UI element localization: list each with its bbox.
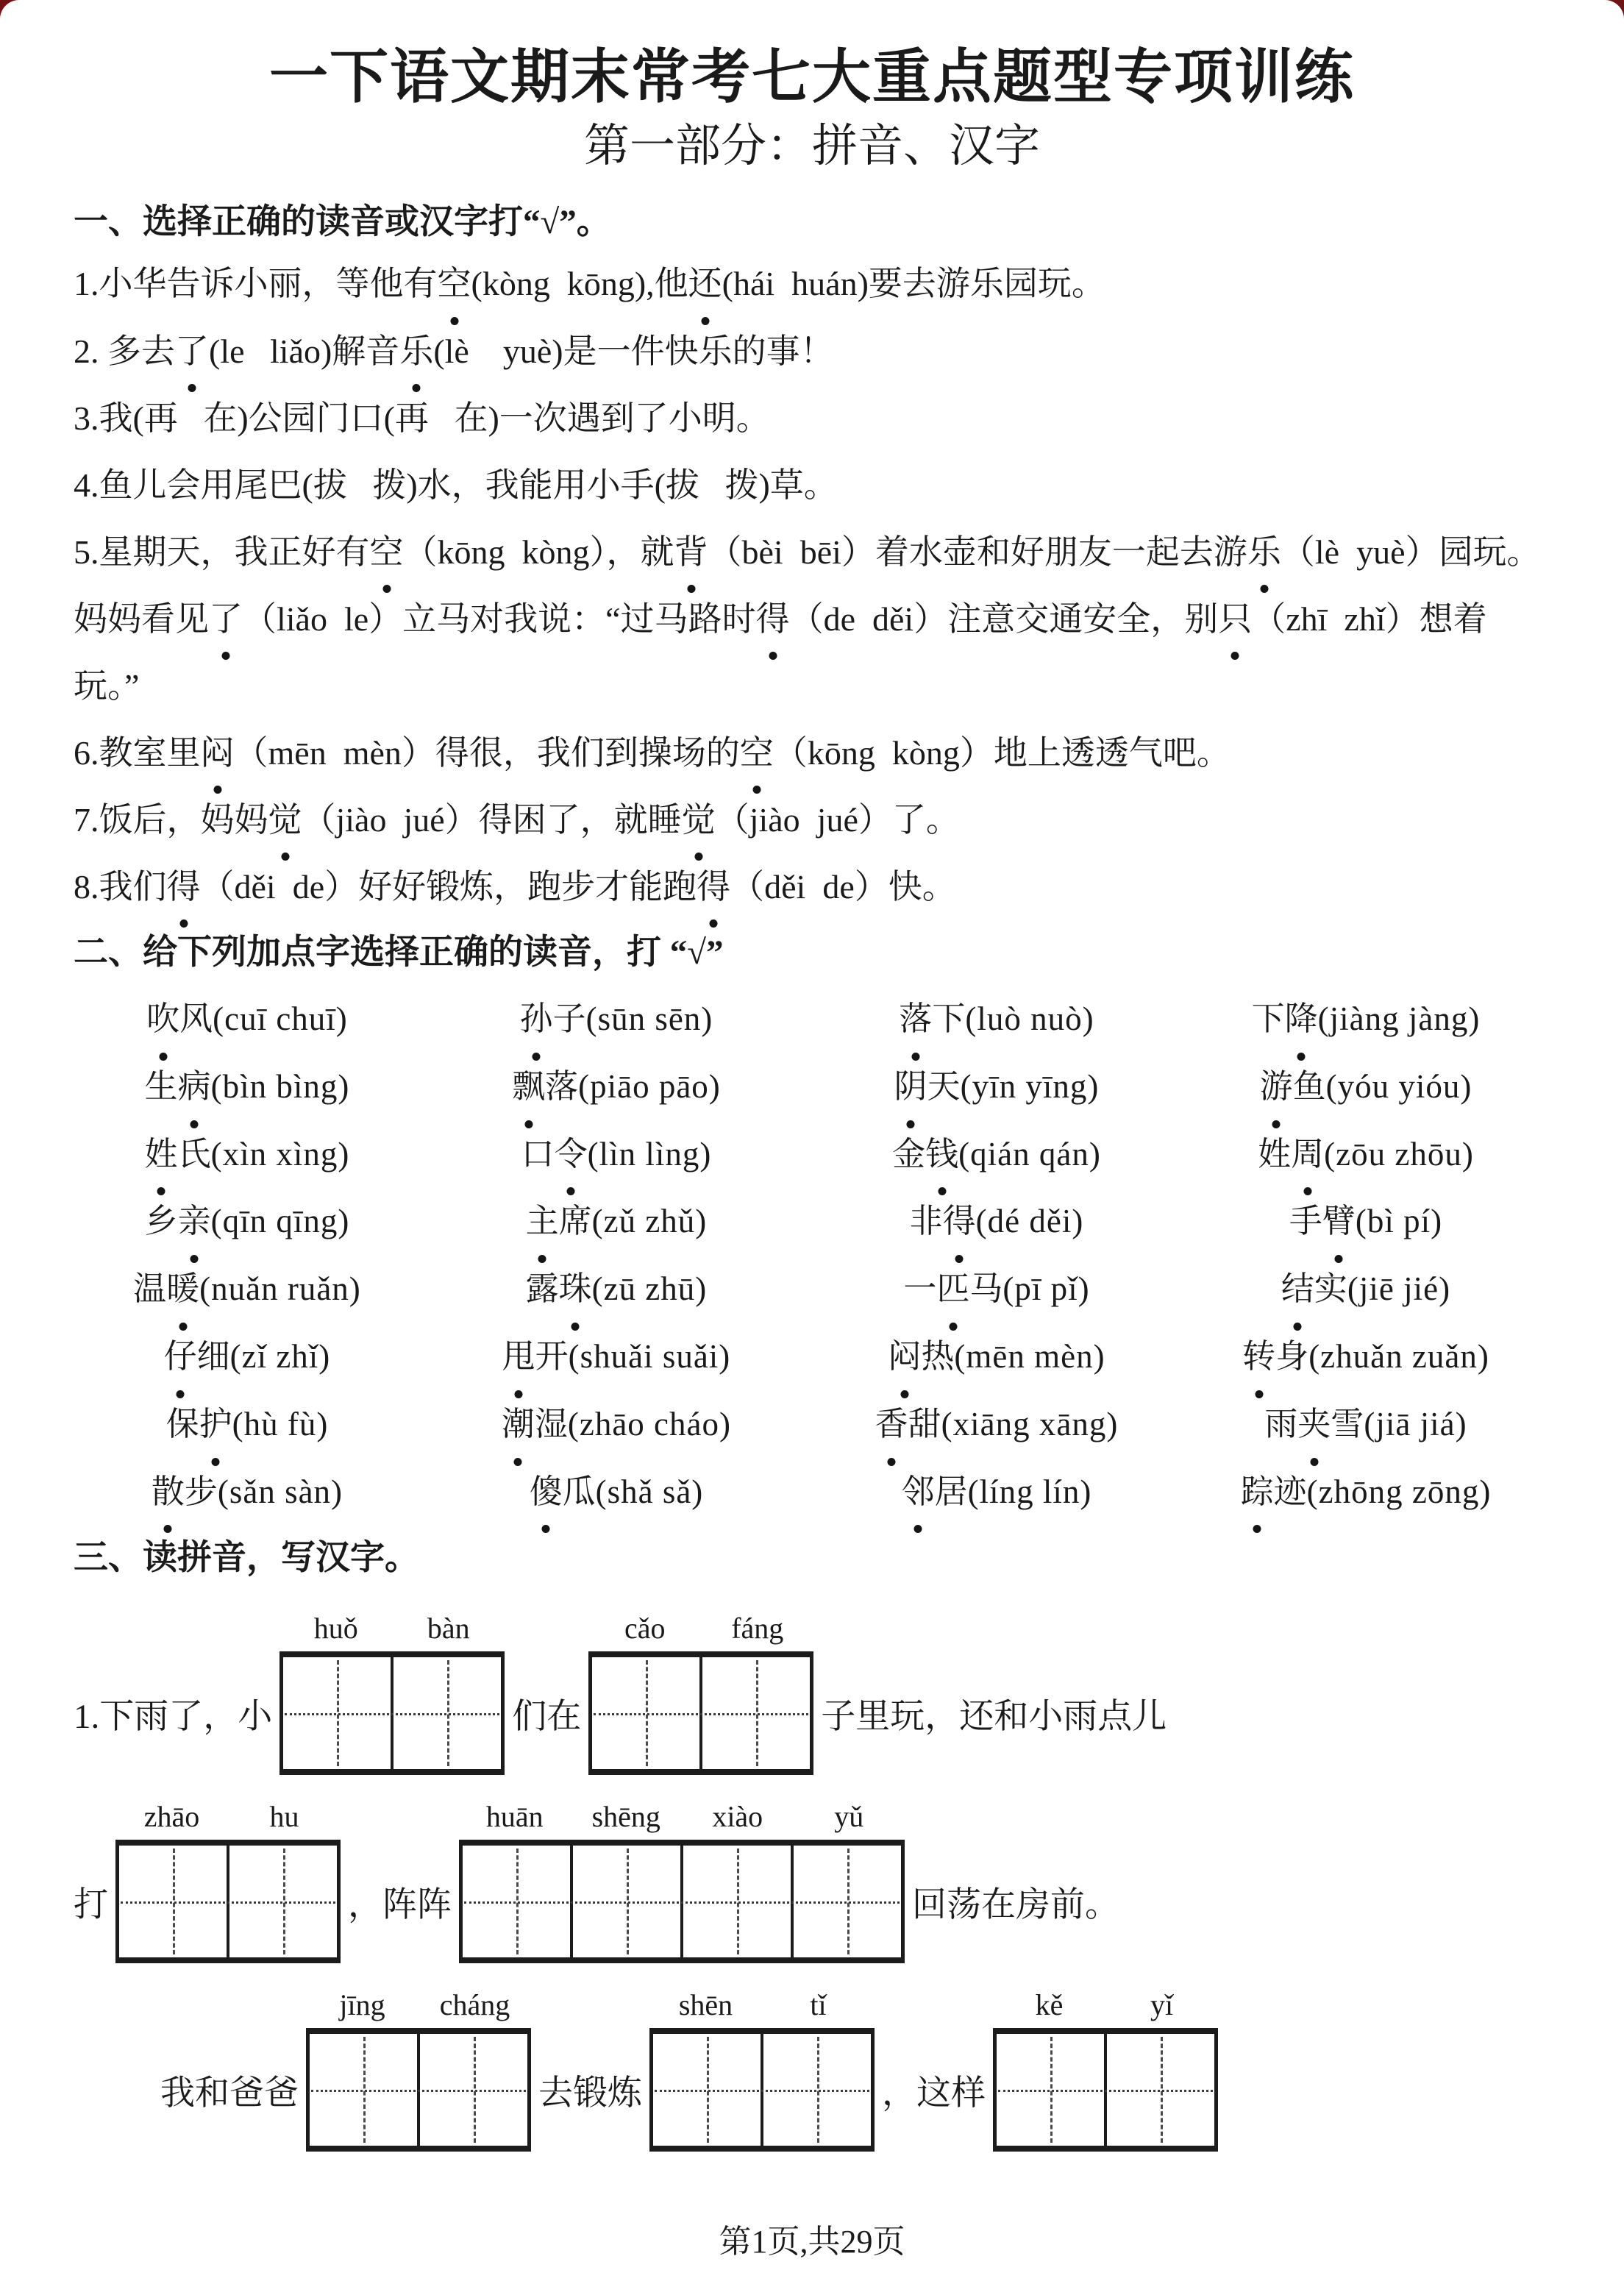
line-text: ，阵阵 (348, 1885, 452, 1924)
character-box (791, 1846, 901, 1957)
character-box (761, 2034, 871, 2146)
line-text: ，这样 (882, 2074, 986, 2113)
word-cell: 吹风(cuī chuī) (146, 986, 348, 1053)
answer-box-group (115, 1800, 341, 1963)
section3-heading: 三、读拼音，写汉字。 (74, 1539, 419, 1578)
character-box (1104, 2034, 1214, 2146)
word-cell: 香甜(xiāng xāng) (875, 1391, 1119, 1459)
answer-box-group (459, 1800, 905, 1963)
word-cell: 口令(lìn lìng) (521, 1121, 712, 1189)
character-box (570, 1846, 680, 1957)
character-box (680, 1846, 791, 1957)
line-text: 我和爸爸 (160, 2074, 299, 2113)
character-box (417, 2034, 527, 2146)
answer-box-group (993, 1988, 1218, 2152)
question-item: 7.饭后，妈妈觉（jiào jué）得困了，就睡觉（jiào jué）了。 (74, 786, 1550, 853)
word-cell: 下降(jiàng jàng) (1252, 986, 1481, 1053)
word-cell: 甩开(shuǎi suǎi) (502, 1323, 731, 1391)
line-text: 打 (74, 1885, 108, 1924)
line-text: 去锻炼 (538, 2074, 642, 2113)
page-subtitle: 第一部分：拼音、汉字 (583, 121, 1040, 171)
character-box (310, 2034, 417, 2146)
word-cell: 踪迹(zhōng zōng) (1241, 1459, 1492, 1526)
word-cell: 姓周(zōu zhōu) (1258, 1121, 1474, 1189)
word-cell: 潮湿(zhāo cháo) (502, 1391, 731, 1459)
character-box (592, 1657, 699, 1769)
character-box (997, 2034, 1104, 2146)
section2-heading: 二、给下列加点字选择正确的读音，打 “√” (74, 933, 724, 972)
write-hanzi-line (74, 1612, 1550, 1775)
word-cell: 孙子(sūn sēn) (520, 986, 713, 1053)
character-box (227, 1846, 337, 1957)
word-cell: 主席(zǔ zhǔ) (526, 1188, 708, 1256)
word-cell: 散步(sǎn sàn) (152, 1459, 343, 1526)
character-box (391, 1657, 501, 1769)
word-cell: 转身(zhuǎn zuǎn) (1242, 1323, 1489, 1391)
word-cell: 手臂(bì pí) (1289, 1188, 1442, 1256)
word-cell: 飘落(piāo pāo) (512, 1053, 721, 1121)
character-box (699, 1657, 810, 1769)
character-box (283, 1657, 391, 1769)
word-cell: 雨夹雪(jiā jiá) (1264, 1391, 1467, 1459)
question-item: 6.教室里闷（mēn mèn）得很，我们到操场的空（kōng kòng）地上透透气吧。 (74, 719, 1550, 786)
answer-box-group (306, 1988, 531, 2152)
word-cell: 生病(bìn bìng) (145, 1053, 350, 1121)
word-cell: 温暖(nuǎn ruǎn) (133, 1256, 361, 1323)
word-cell: 落下(luò nuò) (899, 986, 1094, 1053)
word-cell: 露珠(zū zhū) (526, 1256, 708, 1323)
section1-items (74, 250, 1550, 920)
pinyin-label: zhāo hu (143, 1800, 299, 1834)
question-item: 2. 多去了(le liǎo)解音乐(lè yuè)是一件快乐的事！ (74, 318, 1550, 385)
pinyin-label: shēn tǐ (678, 1988, 827, 2022)
word-cell: 一匹马(pī pǐ) (903, 1256, 1089, 1323)
pinyin-label: huān shēng xiào yǔ (485, 1800, 864, 1834)
question-item: 3.我(再 在)公园门口(再 在)一次遇到了小明。 (74, 399, 770, 437)
question-item: 8.我们得（děi de）好好锻炼，跑步才能跑得（děi de）快。 (74, 853, 1550, 920)
word-cell: 姓氏(xìn xìng) (145, 1121, 350, 1189)
line-text: 们在 (512, 1697, 582, 1736)
word-cell: 乡亲(qīn qīng) (145, 1188, 350, 1256)
word-grid (74, 986, 1550, 1526)
answer-box-group (279, 1612, 505, 1775)
word-cell: 阴天(yīn yīng) (894, 1053, 1100, 1121)
question-item: 1.小华告诉小丽，等他有空(kòng kōng),他还(hái huán)要去游乐园玩。 (74, 250, 1550, 317)
pinyin-label: kě yǐ (1035, 1988, 1174, 2022)
pinyin-label: jīng cháng (339, 1988, 510, 2022)
character-box (653, 2034, 761, 2146)
question-item: 5.星期天，我正好有空（kōng kòng），就背（bèi bēi）着水壶和好朋友一起去游乐（lè yuè）园玩。妈妈看见了（liǎo le）立马对我说：“过马路时得（de děi）注意交通安全，别只（zhī zhǐ）想着玩。” (74, 519, 1550, 719)
word-cell: 金钱(qián qán) (892, 1121, 1101, 1189)
word-cell: 结实(jiē jié) (1281, 1256, 1450, 1323)
word-cell: 仔细(zǐ zhǐ) (164, 1323, 331, 1391)
word-cell: 游鱼(yóu yióu) (1260, 1053, 1472, 1121)
answer-box-group (588, 1612, 813, 1775)
word-cell: 保护(hù fù) (166, 1391, 329, 1459)
write-hanzi-line (74, 1800, 1550, 1963)
character-box (119, 1846, 227, 1957)
section3-lines (74, 1587, 1550, 2152)
line-text: 子里玩，还和小雨点儿 (821, 1697, 1167, 1736)
line-text: 1.下雨了，小 (74, 1697, 273, 1736)
word-cell: 非得(dé děi) (910, 1188, 1084, 1256)
pinyin-label: huǒ bàn (313, 1612, 470, 1645)
question-item: 4.鱼儿会用尾巴(拔 拨)水，我能用小手(拔 拨)草。 (74, 466, 838, 504)
word-cell: 邻居(líng lín) (902, 1459, 1092, 1526)
answer-box-group (649, 1988, 875, 2152)
write-hanzi-line (160, 1988, 1550, 2152)
page-number: 第1页,共29页 (719, 2224, 905, 2260)
line-text: 回荡在房前。 (912, 1885, 1119, 1924)
word-cell: 傻瓜(shǎ sǎ) (530, 1459, 704, 1526)
word-cell: 闷热(mēn mèn) (888, 1323, 1105, 1391)
page-title: 一下语文期末常考七大重点题型专项训练 (269, 44, 1355, 110)
pinyin-label: cǎo fáng (624, 1612, 784, 1645)
character-box (463, 1846, 570, 1957)
section1-heading: 一、选择正确的读音或汉字打“√”。 (74, 202, 611, 241)
